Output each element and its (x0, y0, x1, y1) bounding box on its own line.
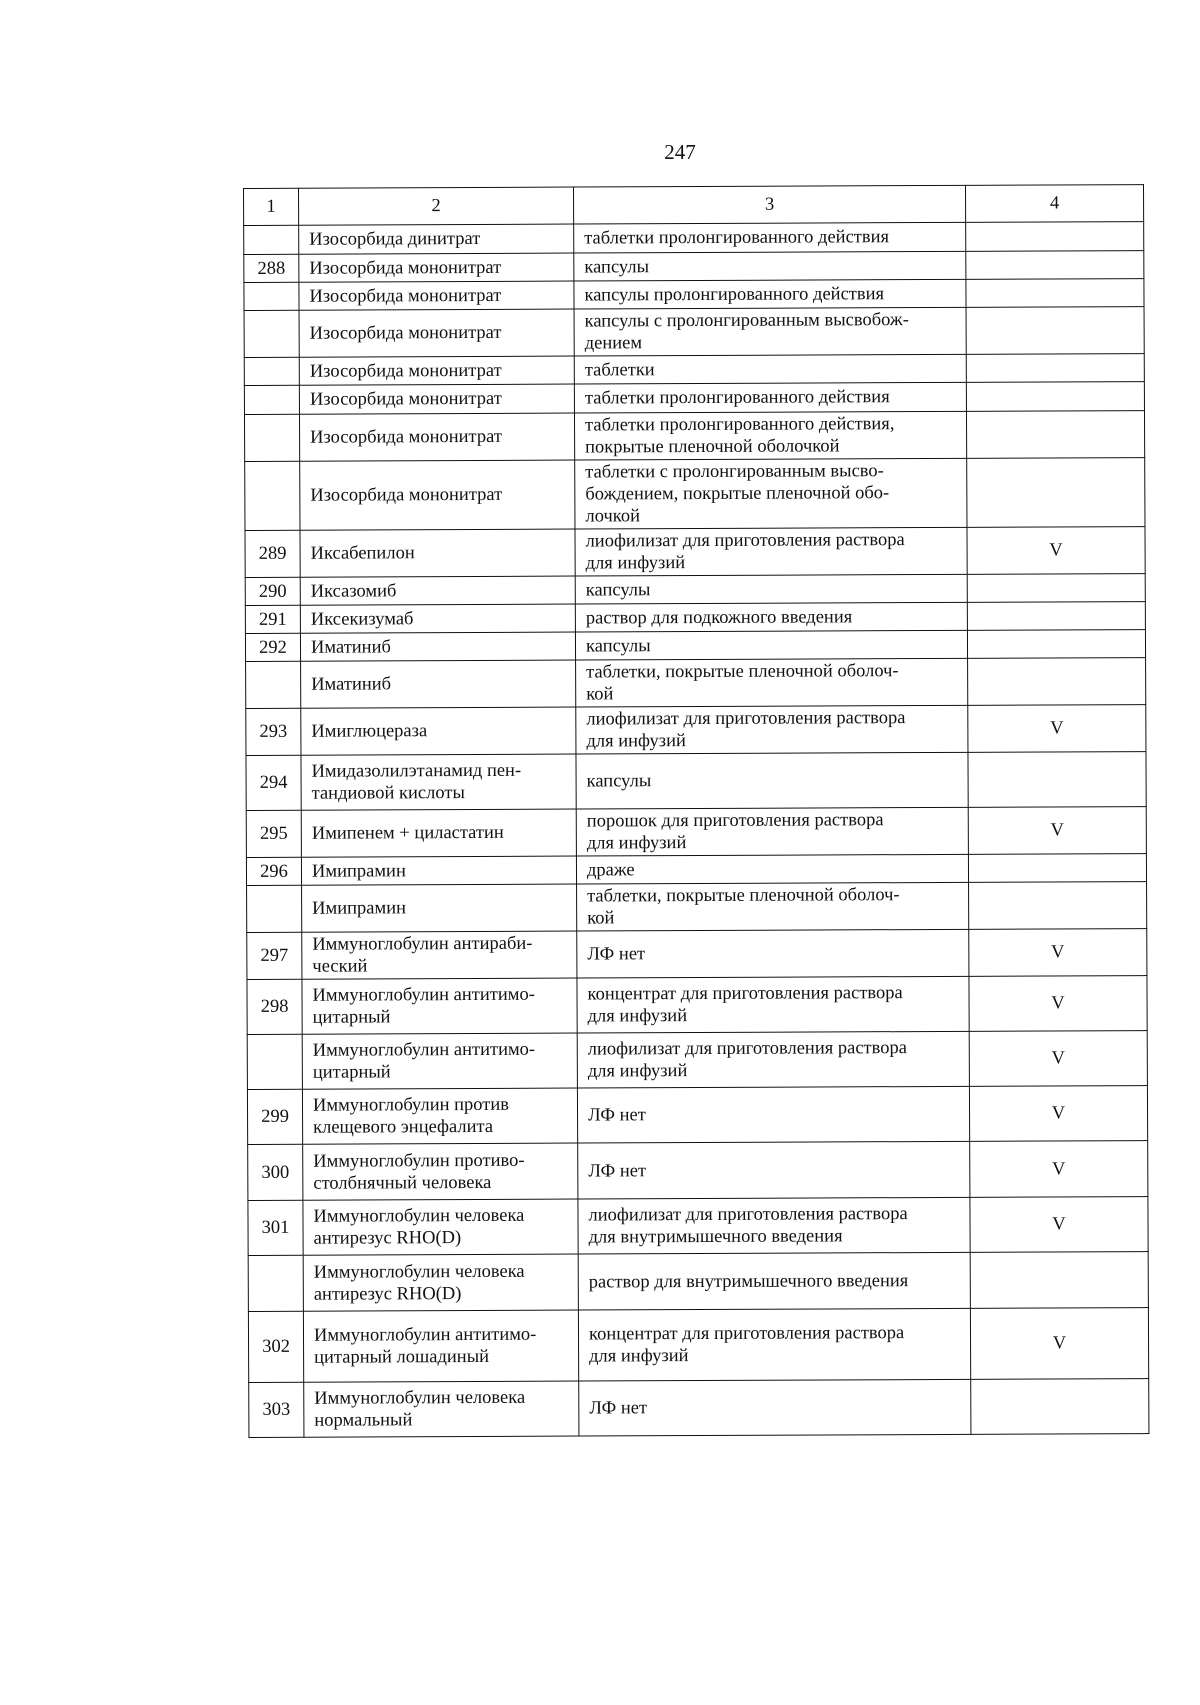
flag-mark (967, 574, 1145, 603)
flag-mark: V (970, 1308, 1148, 1380)
table-row (247, 1031, 1147, 1090)
row-number: 302 (248, 1311, 303, 1382)
dosage-form: капсулы пролонгированного действия (574, 279, 966, 309)
row-number: 303 (249, 1382, 304, 1437)
row-number (244, 414, 299, 461)
drug-name: Иммуноглобулин человека антирезус RHO(D) (303, 1254, 578, 1311)
drug-name: Изосорбида мононитрат (299, 384, 574, 414)
row-number (246, 661, 301, 708)
dosage-form: драже (576, 854, 968, 884)
flag-mark (966, 279, 1144, 308)
row-number (245, 461, 300, 530)
table-row (244, 251, 1144, 283)
dosage-form: капсулы (575, 574, 967, 604)
row-number: 294 (246, 755, 301, 810)
column-header-2: 2 (299, 187, 574, 225)
flag-mark (967, 602, 1145, 631)
drug-name: Иксабепилон (300, 529, 575, 577)
table-row (244, 222, 1144, 255)
row-number (247, 885, 302, 932)
flag-mark (971, 1379, 1149, 1435)
drug-name: Иммуноглобулин антитимо- цитарный (302, 978, 577, 1034)
row-number (244, 385, 299, 414)
table-row (244, 382, 1144, 415)
dosage-form: капсулы (576, 752, 968, 809)
row-number: 289 (245, 530, 300, 577)
table-body (244, 222, 1149, 1438)
flag-mark (967, 630, 1145, 659)
flag-mark: V (968, 807, 1146, 855)
flag-mark (968, 854, 1146, 883)
drug-name: Иматиниб (300, 632, 575, 661)
column-header-4: 4 (965, 185, 1143, 223)
drug-name: Иматиниб (301, 660, 576, 708)
row-number: 300 (248, 1144, 303, 1200)
drug-name: Иммуноглобулин человека нормальный (304, 1381, 579, 1437)
drug-name: Имидазолилэтанамид пен- тандиовой кислоты (301, 754, 576, 810)
drug-name: Иммуноглобулин антираби- ческий (302, 931, 577, 979)
dosage-form: таблетки пролонгированного действия (574, 382, 966, 413)
drug-name: Изосорбида мононитрат (299, 356, 574, 385)
drug-name: Имипрамин (302, 884, 577, 932)
flag-mark (968, 658, 1146, 706)
drug-name: Изосорбида мононитрат (299, 413, 574, 461)
flag-mark: V (969, 1086, 1147, 1142)
row-number (248, 1255, 303, 1311)
table-row (247, 882, 1147, 933)
table-row (249, 1379, 1149, 1438)
dosage-form: капсулы с пролонгированным высвобож- дением (574, 307, 966, 356)
drug-name: Имипрамин (301, 856, 576, 885)
flag-mark: V (969, 976, 1147, 1032)
table-row (248, 1141, 1148, 1201)
table-row (244, 279, 1144, 311)
row-number (244, 357, 299, 385)
dosage-form: таблетки, покрытые пленочной оболоч- кой (577, 882, 969, 931)
drug-name: Иммуноглобулин противо- столбнячный человека (303, 1143, 578, 1200)
drug-table (243, 184, 1149, 1438)
dosage-form: лиофилизат для приготовления раствора для инфузий (576, 705, 968, 754)
row-number: 288 (244, 254, 299, 282)
flag-mark (966, 251, 1144, 280)
row-number (244, 225, 299, 254)
flag-mark: V (969, 1031, 1147, 1087)
dosage-form: лиофилизат для приготовления раствора для инфузий (575, 527, 967, 576)
row-number: 290 (245, 577, 300, 605)
dosage-form: таблетки пролонгированного действия (574, 222, 966, 253)
table-row (246, 658, 1146, 709)
flag-mark (966, 382, 1144, 412)
dosage-form: раствор для внутримышечного введения (578, 1252, 970, 1310)
dosage-form: порошок для приготовления раствора для инфузий (576, 807, 968, 856)
drug-name: Иммуноглобулин антитимо- цитарный (302, 1033, 577, 1089)
drug-name: Имиглюцераза (301, 707, 576, 755)
dosage-form: концентрат для приготовления раствора для инфузий (578, 1308, 970, 1381)
table-header-row (244, 185, 1144, 226)
row-number: 298 (247, 979, 302, 1034)
row-number: 291 (245, 605, 300, 633)
row-number (247, 1034, 302, 1089)
table-row (248, 1197, 1148, 1256)
table-row (245, 630, 1145, 662)
drug-name: Изосорбида мононитрат (299, 253, 574, 282)
row-number: 297 (247, 932, 302, 979)
column-header-3: 3 (573, 185, 965, 224)
dosage-form: таблетки пролонгированного действия, покрытые пленочной оболочкой (574, 411, 966, 460)
page-number: 247 (664, 140, 696, 164)
table-row (246, 807, 1146, 858)
drug-name: Иммуноглобулин антитимо- цитарный лошадиный (303, 1310, 578, 1382)
drug-name: Изосорбида мононитрат (300, 460, 575, 530)
table-row (247, 929, 1147, 980)
column-header-1: 1 (244, 188, 299, 225)
dosage-form: таблетки, покрытые пленочной оболоч- кой (576, 658, 968, 707)
table-row (246, 752, 1146, 811)
flag-mark: V (970, 1197, 1148, 1253)
table-row (244, 411, 1144, 462)
table-row (245, 574, 1145, 606)
flag-mark (969, 882, 1147, 930)
table-row (247, 1086, 1147, 1145)
row-number (244, 310, 299, 357)
flag-mark (966, 411, 1144, 459)
table-row (245, 458, 1145, 531)
flag-mark (966, 307, 1144, 355)
dosage-form: ЛФ нет (577, 929, 969, 978)
dosage-form: ЛФ нет (577, 1086, 969, 1143)
drug-name: Имипенем + циластатин (301, 809, 576, 857)
table-row (247, 976, 1147, 1035)
dosage-form: ЛФ нет (578, 1141, 970, 1199)
flag-mark (970, 1252, 1148, 1309)
table-row (245, 602, 1145, 634)
drug-name: Изосорбида мононитрат (299, 309, 574, 357)
table-row (244, 307, 1144, 358)
dosage-form: лиофилизат для приготовления раствора для инфузий (577, 1031, 969, 1088)
dosage-form: капсулы (575, 630, 967, 660)
table-row (246, 705, 1146, 756)
row-number: 292 (245, 633, 300, 661)
drug-name: Изосорбида динитрат (299, 224, 574, 254)
table-row (248, 1308, 1148, 1383)
flag-mark (966, 354, 1144, 383)
row-number: 301 (248, 1200, 303, 1255)
table-row (246, 854, 1146, 886)
dosage-form: лиофилизат для приготовления раствора для внутримышечного введения (578, 1197, 970, 1254)
table-row (245, 527, 1145, 578)
flag-mark: V (967, 527, 1145, 575)
dosage-form: капсулы (574, 251, 966, 281)
drug-name: Иксекизумаб (300, 604, 575, 633)
flag-mark (968, 752, 1146, 808)
flag-mark (967, 458, 1145, 528)
row-number: 299 (247, 1089, 302, 1144)
drug-name: Иксазомиб (300, 576, 575, 605)
flag-mark: V (969, 929, 1147, 977)
flag-mark (966, 222, 1144, 252)
drug-name: Иммуноглобулин против клещевого энцефалита (302, 1088, 577, 1144)
table-row (244, 354, 1144, 386)
dosage-form: ЛФ нет (579, 1379, 971, 1436)
row-number (244, 282, 299, 310)
drug-name: Изосорбида мононитрат (299, 281, 574, 310)
dosage-form: раствор для подкожного введения (575, 602, 967, 632)
flag-mark: V (968, 705, 1146, 753)
table-row (248, 1252, 1148, 1312)
dosage-form: таблетки (574, 354, 966, 384)
drug-name: Иммуноглобулин человека антирезус RHO(D) (303, 1199, 578, 1255)
row-number: 296 (246, 857, 301, 885)
dosage-form: таблетки с пролонгированным высво- бождением, покрытые пленочной обо- лочкой (575, 458, 967, 529)
flag-mark: V (970, 1141, 1148, 1198)
dosage-form: концентрат для приготовления раствора для инфузий (577, 976, 969, 1033)
row-number: 293 (246, 708, 301, 755)
row-number: 295 (246, 810, 301, 857)
